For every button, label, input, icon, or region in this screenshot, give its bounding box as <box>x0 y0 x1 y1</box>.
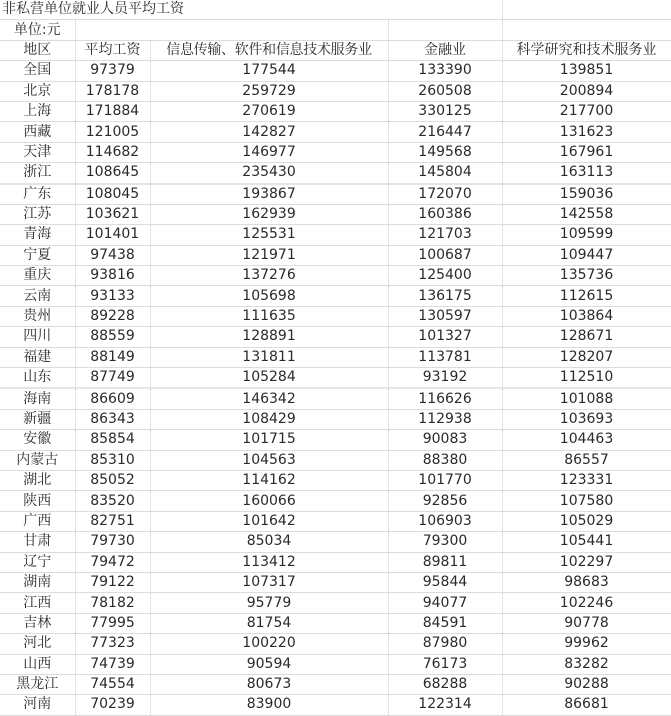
sheet-title[interactable]: 非私营单位就业人员平均工资 <box>0 0 388 20</box>
cell-it-services[interactable]: 131811 <box>150 347 388 367</box>
cell-finance[interactable]: 100687 <box>388 245 502 265</box>
cell-avg-wage[interactable]: 79472 <box>75 552 150 572</box>
table-row <box>0 593 671 613</box>
table-row <box>0 286 671 306</box>
cell-finance[interactable]: 160386 <box>388 204 502 224</box>
cell-avg-wage[interactable]: 108645 <box>75 163 150 184</box>
cell-it-services[interactable]: 259729 <box>150 81 388 101</box>
cell-avg-wage[interactable]: 101401 <box>75 225 150 245</box>
cell-it-services[interactable]: 270619 <box>150 101 388 121</box>
cell-science-research[interactable]: 105441 <box>502 532 671 552</box>
table-row <box>0 491 671 511</box>
table-row <box>0 163 671 184</box>
cell-it-services[interactable]: 95779 <box>150 593 388 613</box>
cell-region[interactable]: 陕西 <box>0 491 75 511</box>
cell-science-research[interactable]: 123331 <box>502 470 671 490</box>
table-row <box>0 634 671 654</box>
cell-region[interactable]: 内蒙古 <box>0 450 75 470</box>
cell-it-services[interactable]: 111635 <box>150 306 388 326</box>
cell-region[interactable]: 西藏 <box>0 122 75 142</box>
cell-region[interactable]: 山西 <box>0 654 75 674</box>
cell-region[interactable]: 上海 <box>0 101 75 121</box>
cell-it-services[interactable]: 101642 <box>150 511 388 531</box>
cell-science-research[interactable]: 112615 <box>502 286 671 306</box>
table-row <box>0 61 671 81</box>
cell-finance[interactable]: 101770 <box>388 470 502 490</box>
cell-region[interactable]: 福建 <box>0 347 75 367</box>
cell-science-research[interactable]: 217700 <box>502 101 671 121</box>
cell-region[interactable]: 四川 <box>0 327 75 347</box>
cell-avg-wage[interactable]: 108045 <box>75 184 150 205</box>
table-row <box>0 327 671 347</box>
cell-avg-wage[interactable]: 79730 <box>75 532 150 552</box>
cell-science-research[interactable]: 103693 <box>502 409 671 429</box>
cell-it-services[interactable]: 137276 <box>150 266 388 286</box>
cell-it-services[interactable]: 128891 <box>150 327 388 347</box>
cell-finance[interactable]: 145804 <box>388 163 502 184</box>
cell-region[interactable]: 北京 <box>0 81 75 101</box>
table-row <box>0 101 671 121</box>
table-row <box>0 347 671 367</box>
table-row <box>0 142 671 162</box>
table-row <box>0 572 671 592</box>
cell-finance[interactable]: 149568 <box>388 142 502 162</box>
cell-avg-wage[interactable]: 77323 <box>75 634 150 654</box>
cell-avg-wage[interactable]: 77995 <box>75 613 150 633</box>
cell-region[interactable]: 安徽 <box>0 430 75 450</box>
header-region[interactable]: 地区 <box>0 40 75 60</box>
cell-region[interactable]: 宁夏 <box>0 245 75 265</box>
cell-finance[interactable]: 125400 <box>388 266 502 286</box>
cell-avg-wage[interactable]: 121005 <box>75 122 150 142</box>
cell-avg-wage[interactable]: 88559 <box>75 327 150 347</box>
table-row <box>0 613 671 633</box>
cell-finance[interactable]: 330125 <box>388 101 502 121</box>
cell-it-services[interactable]: 146977 <box>150 142 388 162</box>
table-row <box>0 266 671 286</box>
cell-avg-wage[interactable]: 85854 <box>75 430 150 450</box>
table-row <box>0 122 671 142</box>
table-row <box>0 430 671 450</box>
cell-science-research[interactable]: 90288 <box>502 674 671 694</box>
empty-cell[interactable] <box>388 20 502 40</box>
cell-region[interactable]: 山东 <box>0 368 75 389</box>
cell-avg-wage[interactable]: 70239 <box>75 695 150 715</box>
empty-cell[interactable] <box>502 0 671 20</box>
cell-avg-wage[interactable]: 97438 <box>75 245 150 265</box>
cell-it-services[interactable]: 113412 <box>150 552 388 572</box>
cell-avg-wage[interactable]: 103621 <box>75 204 150 224</box>
table-row <box>0 470 671 490</box>
cell-finance[interactable]: 136175 <box>388 286 502 306</box>
cell-it-services[interactable]: 160066 <box>150 491 388 511</box>
unit-row <box>0 20 671 40</box>
cell-it-services[interactable]: 83900 <box>150 695 388 715</box>
empty-cell[interactable] <box>388 0 502 20</box>
table-row <box>0 225 671 245</box>
cell-region[interactable]: 黑龙江 <box>0 674 75 694</box>
table-row <box>0 306 671 326</box>
cell-avg-wage[interactable]: 87749 <box>75 368 150 389</box>
cell-finance[interactable]: 122314 <box>388 695 502 715</box>
table-row <box>0 388 671 409</box>
cell-avg-wage[interactable]: 88149 <box>75 347 150 367</box>
table-row <box>0 204 671 224</box>
cell-science-research[interactable]: 107580 <box>502 491 671 511</box>
cell-science-research[interactable]: 139851 <box>502 61 671 81</box>
cell-avg-wage[interactable]: 86609 <box>75 388 150 409</box>
cell-region[interactable]: 河北 <box>0 634 75 654</box>
cell-science-research[interactable]: 142558 <box>502 204 671 224</box>
cell-finance[interactable]: 172070 <box>388 184 502 205</box>
cell-it-services[interactable]: 80673 <box>150 674 388 694</box>
cell-science-research[interactable]: 135736 <box>502 266 671 286</box>
header-row <box>0 40 671 60</box>
cell-finance[interactable]: 113781 <box>388 347 502 367</box>
unit-label[interactable]: 单位:元 <box>0 20 75 40</box>
cell-it-services[interactable]: 90594 <box>150 654 388 674</box>
table-row <box>0 674 671 694</box>
cell-avg-wage[interactable]: 74554 <box>75 674 150 694</box>
cell-science-research[interactable]: 109447 <box>502 245 671 265</box>
cell-region[interactable]: 云南 <box>0 286 75 306</box>
cell-science-research[interactable]: 98683 <box>502 572 671 592</box>
cell-it-services[interactable]: 142827 <box>150 122 388 142</box>
cell-region[interactable]: 吉林 <box>0 613 75 633</box>
header-it-services[interactable]: 信息传输、软件和信息技术服务业 <box>150 40 388 60</box>
cell-it-services[interactable]: 105698 <box>150 286 388 306</box>
cell-science-research[interactable]: 104463 <box>502 430 671 450</box>
cell-region[interactable]: 江西 <box>0 593 75 613</box>
cell-it-services[interactable]: 81754 <box>150 613 388 633</box>
cell-science-research[interactable]: 83282 <box>502 654 671 674</box>
header-finance[interactable]: 金融业 <box>388 40 502 60</box>
cell-it-services[interactable]: 121971 <box>150 245 388 265</box>
cell-it-services[interactable]: 125531 <box>150 225 388 245</box>
cell-avg-wage[interactable]: 178178 <box>75 81 150 101</box>
cell-finance[interactable]: 216447 <box>388 122 502 142</box>
cell-science-research[interactable]: 102297 <box>502 552 671 572</box>
cell-finance[interactable]: 260508 <box>388 81 502 101</box>
cell-science-research[interactable]: 86681 <box>502 695 671 715</box>
cell-finance[interactable]: 121703 <box>388 225 502 245</box>
cell-region[interactable]: 广东 <box>0 184 75 205</box>
cell-it-services[interactable]: 108429 <box>150 409 388 429</box>
cell-region[interactable]: 贵州 <box>0 306 75 326</box>
cell-science-research[interactable]: 163113 <box>502 163 671 184</box>
header-avg-wage[interactable]: 平均工资 <box>75 40 150 60</box>
cell-science-research[interactable]: 103864 <box>502 306 671 326</box>
cell-finance[interactable]: 88380 <box>388 450 502 470</box>
cell-science-research[interactable]: 131623 <box>502 122 671 142</box>
cell-region[interactable]: 海南 <box>0 388 75 409</box>
cell-region[interactable]: 全国 <box>0 61 75 81</box>
cell-region[interactable]: 辽宁 <box>0 552 75 572</box>
cell-science-research[interactable]: 99962 <box>502 634 671 654</box>
cell-finance[interactable]: 92856 <box>388 491 502 511</box>
cell-it-services[interactable]: 114162 <box>150 470 388 490</box>
table-row <box>0 532 671 552</box>
cell-science-research[interactable]: 101088 <box>502 388 671 409</box>
table-row <box>0 450 671 470</box>
cell-science-research[interactable]: 128671 <box>502 327 671 347</box>
cell-science-research[interactable]: 112510 <box>502 368 671 389</box>
header-science-research[interactable]: 科学研究和技术服务业 <box>502 40 671 60</box>
cell-finance[interactable]: 84591 <box>388 613 502 633</box>
table-row <box>0 552 671 572</box>
cell-finance[interactable]: 95844 <box>388 572 502 592</box>
cell-avg-wage[interactable]: 171884 <box>75 101 150 121</box>
cell-region[interactable]: 广西 <box>0 511 75 531</box>
cell-finance[interactable]: 112938 <box>388 409 502 429</box>
cell-region[interactable]: 重庆 <box>0 266 75 286</box>
cell-avg-wage[interactable]: 86343 <box>75 409 150 429</box>
cell-avg-wage[interactable]: 97379 <box>75 61 150 81</box>
cell-finance[interactable]: 116626 <box>388 388 502 409</box>
cell-avg-wage[interactable]: 93133 <box>75 286 150 306</box>
table-row <box>0 511 671 531</box>
table-row <box>0 184 671 205</box>
cell-finance[interactable]: 90083 <box>388 430 502 450</box>
cell-it-services[interactable]: 85034 <box>150 532 388 552</box>
cell-region[interactable]: 浙江 <box>0 163 75 184</box>
cell-science-research[interactable]: 90778 <box>502 613 671 633</box>
cell-science-research[interactable]: 167961 <box>502 142 671 162</box>
cell-it-services[interactable]: 105284 <box>150 368 388 389</box>
cell-it-services[interactable]: 193867 <box>150 184 388 205</box>
cell-finance[interactable]: 87980 <box>388 634 502 654</box>
cell-it-services[interactable]: 162939 <box>150 204 388 224</box>
cell-science-research[interactable]: 86557 <box>502 450 671 470</box>
title-row <box>0 0 671 20</box>
cell-finance[interactable]: 130597 <box>388 306 502 326</box>
cell-finance[interactable]: 89811 <box>388 552 502 572</box>
cell-it-services[interactable]: 104563 <box>150 450 388 470</box>
cell-it-services[interactable]: 101715 <box>150 430 388 450</box>
table-row <box>0 81 671 101</box>
cell-avg-wage[interactable]: 93816 <box>75 266 150 286</box>
cell-avg-wage[interactable]: 74739 <box>75 654 150 674</box>
cell-science-research[interactable]: 159036 <box>502 184 671 205</box>
cell-avg-wage[interactable]: 83520 <box>75 491 150 511</box>
cell-science-research[interactable]: 109599 <box>502 225 671 245</box>
cell-avg-wage[interactable]: 85052 <box>75 470 150 490</box>
empty-cell[interactable] <box>75 20 388 40</box>
cell-science-research[interactable]: 102246 <box>502 593 671 613</box>
cell-region[interactable]: 甘肃 <box>0 532 75 552</box>
cell-science-research[interactable]: 105029 <box>502 511 671 531</box>
cell-avg-wage[interactable]: 79122 <box>75 572 150 592</box>
cell-it-services[interactable]: 107317 <box>150 572 388 592</box>
empty-cell[interactable] <box>502 20 671 40</box>
cell-region[interactable]: 江苏 <box>0 204 75 224</box>
cell-it-services[interactable]: 177544 <box>150 61 388 81</box>
cell-it-services[interactable]: 235430 <box>150 163 388 184</box>
cell-it-services[interactable]: 100220 <box>150 634 388 654</box>
table-row <box>0 368 671 389</box>
cell-region[interactable]: 青海 <box>0 225 75 245</box>
cell-region[interactable]: 湖南 <box>0 572 75 592</box>
cell-region[interactable]: 新疆 <box>0 409 75 429</box>
cell-finance[interactable]: 106903 <box>388 511 502 531</box>
cell-avg-wage[interactable]: 114682 <box>75 142 150 162</box>
cell-finance[interactable]: 101327 <box>388 327 502 347</box>
cell-avg-wage[interactable]: 89228 <box>75 306 150 326</box>
cell-avg-wage[interactable]: 82751 <box>75 511 150 531</box>
cell-avg-wage[interactable]: 78182 <box>75 593 150 613</box>
cell-region[interactable]: 湖北 <box>0 470 75 490</box>
table-row <box>0 245 671 265</box>
cell-finance[interactable]: 133390 <box>388 61 502 81</box>
table-row <box>0 695 671 715</box>
cell-finance[interactable]: 79300 <box>388 532 502 552</box>
cell-avg-wage[interactable]: 85310 <box>75 450 150 470</box>
cell-science-research[interactable]: 128207 <box>502 347 671 367</box>
cell-science-research[interactable]: 200894 <box>502 81 671 101</box>
cell-finance[interactable]: 76173 <box>388 654 502 674</box>
cell-region[interactable]: 天津 <box>0 142 75 162</box>
cell-finance[interactable]: 93192 <box>388 368 502 389</box>
table-row <box>0 409 671 429</box>
cell-finance[interactable]: 68288 <box>388 674 502 694</box>
cell-finance[interactable]: 94077 <box>388 593 502 613</box>
table-row <box>0 654 671 674</box>
cell-region[interactable]: 河南 <box>0 695 75 715</box>
cell-it-services[interactable]: 146342 <box>150 388 388 409</box>
